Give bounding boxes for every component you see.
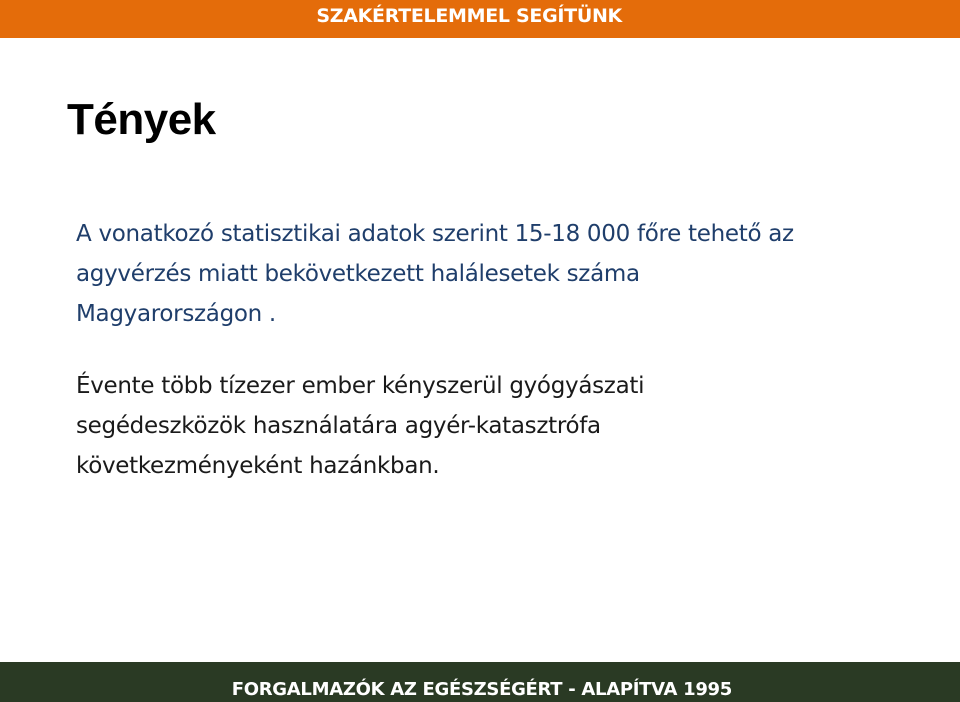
statistics-paragraph: A vonatkozó statisztikai adatok szerint 15-18 000 főre tehető az agyvérzés miatt bekövetkezett halálesetek száma Magyarországon .	[76, 221, 794, 327]
header-banner-text: SZAKÉRTELEMMEL SEGÍTÜNK	[316, 5, 622, 27]
header-bar	[0, 0, 960, 38]
footer-banner-text: FORGALMAZÓK AZ EGÉSZSÉGÉRT - ALAPÍTVA 1995	[231, 679, 732, 700]
slide-title: Tények	[67, 95, 216, 144]
footer-bar	[0, 662, 960, 702]
consequences-paragraph: Évente több tízezer ember kényszerül gyógyászati segédeszközök használatára agyér-katasztrófa következményeként hazánkban.	[76, 373, 645, 479]
